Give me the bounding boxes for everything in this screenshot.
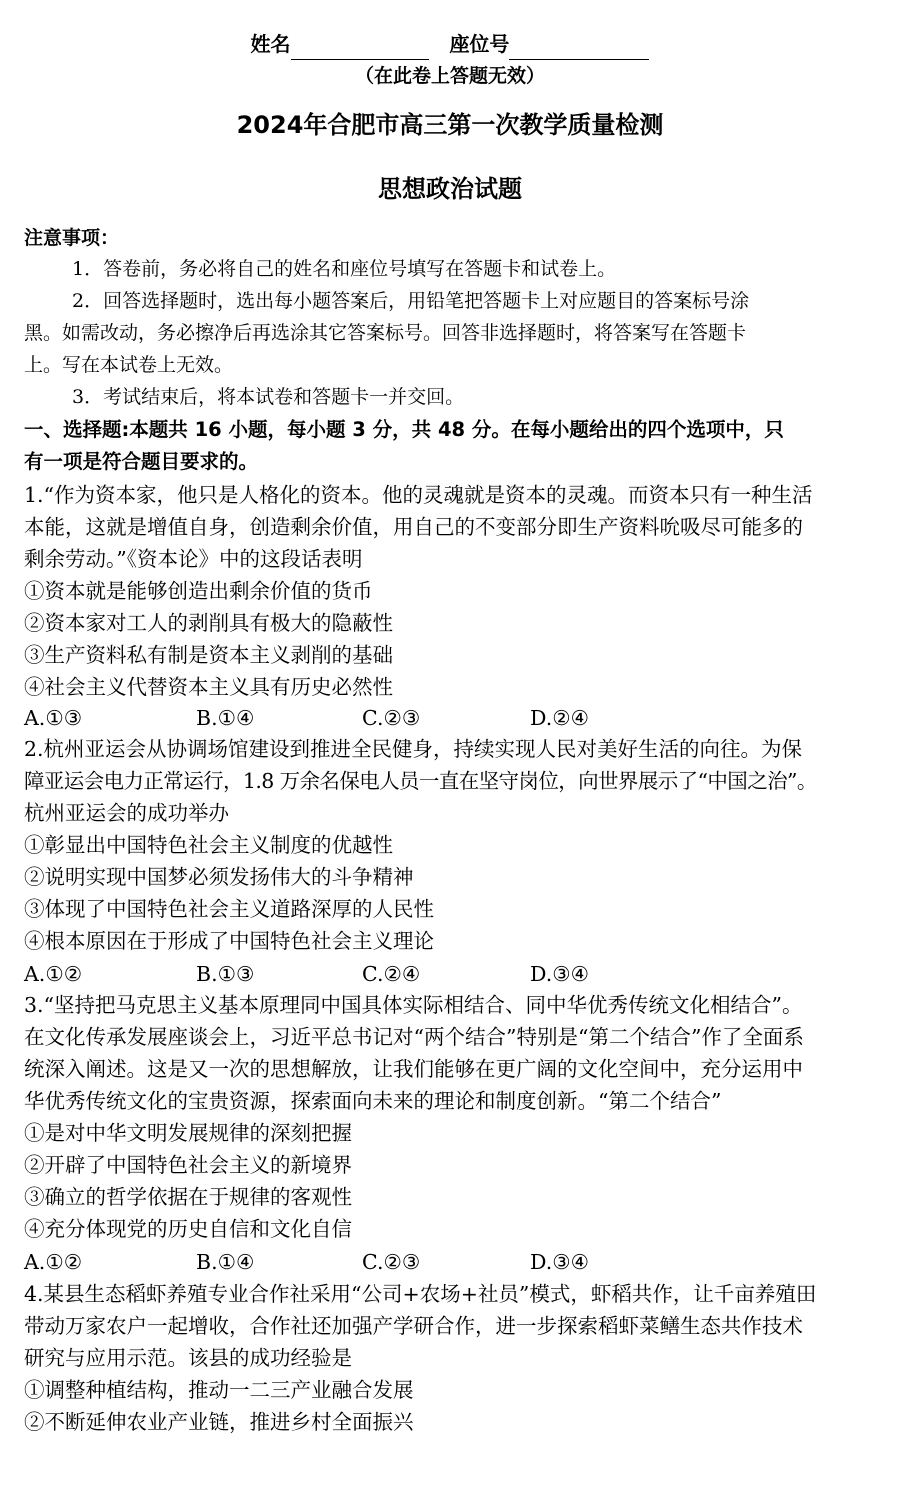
q4-item-2: ②不断延伸农业产业链，推进乡村全面振兴 — [24, 1410, 414, 1434]
q1-stem-3: 剩余劳动。”《资本论》中的这段话表明 — [24, 547, 363, 571]
name-seat-line — [0, 28, 900, 60]
q3-item-3: ③确立的哲学依据在于规律的客观性 — [24, 1185, 352, 1209]
q2-option-c[interactable]: C.②④ — [362, 962, 421, 986]
name-blank — [291, 37, 429, 60]
q2-item-3: ③体现了中国特色社会主义道路深厚的人民性 — [24, 897, 434, 921]
name-label: 姓名 — [250, 32, 291, 56]
notice-line-4: 上。写在本试卷上无效。 — [24, 354, 234, 376]
q3-option-b[interactable]: B.①④ — [196, 1250, 255, 1274]
invalid-note: （在此卷上答题无效） — [354, 65, 545, 87]
q3-stem-1: 3.“坚持把马克思主义基本原理同中国具体实际相结合、同中华优秀传统文化相结合”。 — [24, 993, 803, 1017]
q3-stem-2: 在文化传承发展座谈会上，习近平总书记对“两个结合”特别是“第二个结合”作了全面系 — [24, 1025, 804, 1049]
notice-heading: 注意事项： — [24, 227, 120, 249]
q4-stem-3: 研究与应用示范。该县的成功经验是 — [24, 1346, 352, 1370]
q2-option-a[interactable]: A.①② — [24, 962, 83, 986]
notice-line-3: 黑。如需改动，务必擦净后再选涂其它答案标号。回答非选择题时，将答案写在答题卡 — [24, 322, 747, 344]
q3-options — [0, 1246, 900, 1278]
seat-label: 座位号 — [449, 32, 510, 56]
q1-item-1: ①资本就是能够创造出剩余价值的货币 — [24, 579, 373, 603]
q2-option-b[interactable]: B.①③ — [196, 962, 255, 986]
q2-option-d[interactable]: D.③④ — [530, 962, 589, 986]
q2-item-1: ①彰显出中国特色社会主义制度的优越性 — [24, 833, 393, 857]
q1-option-c[interactable]: C.②③ — [362, 706, 421, 730]
q4-stem-1: 4.某县生态稻虾养殖专业合作社采用“公司+农场+社员”模式，虾稻共作，让千亩养殖田 — [24, 1282, 817, 1306]
q2-options — [0, 958, 900, 990]
q1-item-4: ④社会主义代替资本主义具有历史必然性 — [24, 675, 393, 699]
notice-line-2: 2．回答选择题时，选出每小题答案后，用铅笔把答题卡上对应题目的答案标号涂 — [72, 290, 750, 312]
q3-item-4: ④充分体现党的历史自信和文化自信 — [24, 1217, 352, 1241]
notice-line-1: 1．答卷前，务必将自己的姓名和座位号填写在答题卡和试卷上。 — [72, 258, 617, 280]
q4-stem-2: 带动万家农户一起增收，合作社还加强产学研合作，进一步探索稻虾菜鳝生态共作技术 — [24, 1314, 803, 1338]
q1-stem-1: 1.“作为资本家，他只是人格化的资本。他的灵魂就是资本的灵魂。而资本只有一种生活 — [24, 483, 813, 507]
q4-item-1: ①调整种植结构，推动一二三产业融合发展 — [24, 1378, 414, 1402]
q2-item-4: ④根本原因在于形成了中国特色社会主义理论 — [24, 929, 434, 953]
q2-stem-2: 障亚运会电力正常运行，1.8 万余名保电人员一直在坚守岗位，向世界展示了“中国之治”。 — [24, 769, 817, 793]
q1-item-3: ③生产资料私有制是资本主义剥削的基础 — [24, 643, 393, 667]
q1-options — [0, 702, 900, 734]
section1-heading-1: 一、选择题:本题共 16 小题，每小题 3 分，共 48 分。在每小题给出的四个选项中，只 — [24, 418, 784, 441]
q1-stem-2: 本能，这就是增值自身，创造剩余价值，用自己的不变部分即生产资料吮吸尽可能多的 — [24, 515, 803, 539]
q3-stem-3: 统深入阐述。这是又一次的思想解放，让我们能够在更广阔的文化空间中，充分运用中 — [24, 1057, 803, 1081]
notice-line-5: 3．考试结束后，将本试卷和答题卡一并交回。 — [72, 386, 465, 408]
q2-item-2: ②说明实现中国梦必须发扬伟大的斗争精神 — [24, 865, 414, 889]
q1-option-a[interactable]: A.①③ — [24, 706, 83, 730]
q1-item-2: ②资本家对工人的剥削具有极大的隐蔽性 — [24, 611, 393, 635]
q2-stem-1: 2.杭州亚运会从协调场馆建设到推进全民健身，持续实现人民对美好生活的向往。为保 — [24, 737, 803, 761]
q3-option-a[interactable]: A.①② — [24, 1250, 83, 1274]
q1-option-d[interactable]: D.②④ — [530, 706, 589, 730]
q3-option-c[interactable]: C.②③ — [362, 1250, 421, 1274]
q3-option-d[interactable]: D.③④ — [530, 1250, 589, 1274]
section1-heading-2: 有一项是符合题目要求的。 — [24, 450, 259, 473]
q2-stem-3: 杭州亚运会的成功举办 — [24, 801, 229, 825]
q1-option-b[interactable]: B.①④ — [196, 706, 255, 730]
seat-blank — [509, 37, 649, 60]
q3-stem-4: 华优秀传统文化的宝贵资源，探索面向未来的理论和制度创新。“第二个结合” — [24, 1089, 722, 1113]
q3-item-1: ①是对中华文明发展规律的深刻把握 — [24, 1121, 352, 1145]
exam-title: 2024年合肥市高三第一次教学质量检测 — [236, 111, 664, 139]
exam-subtitle: 思想政治试题 — [378, 175, 522, 203]
q3-item-2: ②开辟了中国特色社会主义的新境界 — [24, 1153, 352, 1177]
